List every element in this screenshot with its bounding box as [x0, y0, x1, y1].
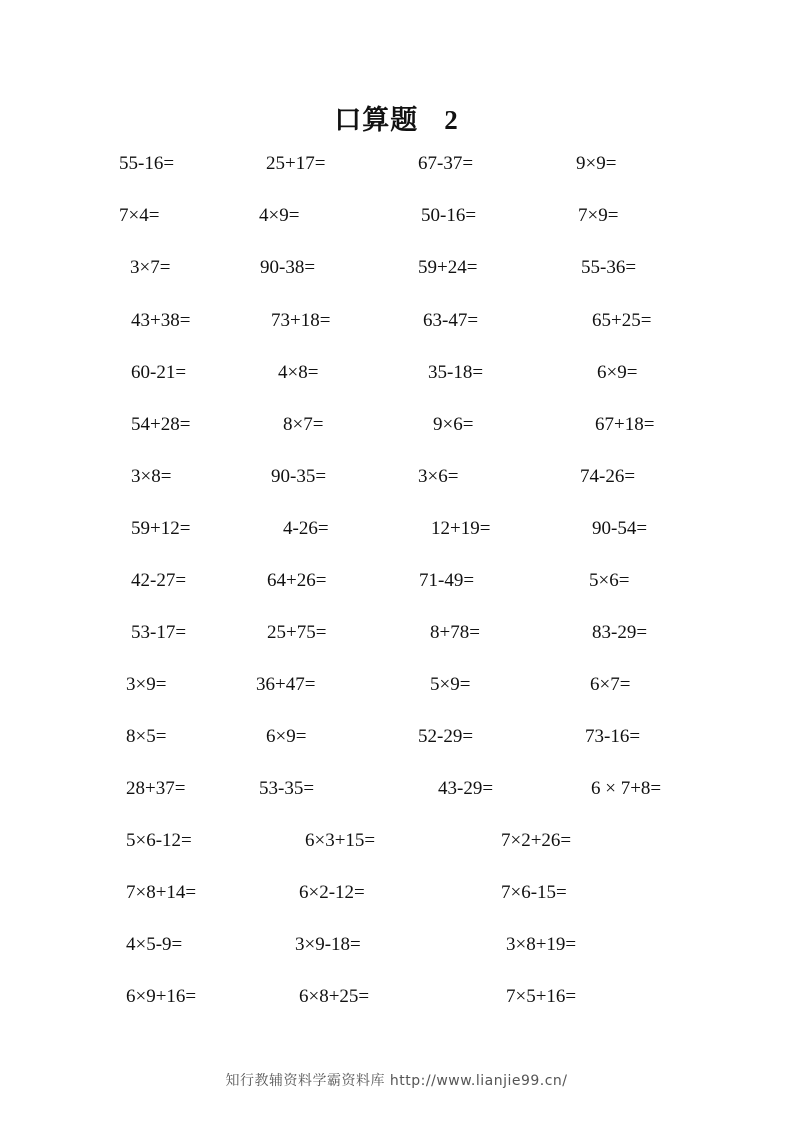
problem-item: 3×6=: [418, 466, 459, 487]
problem-item: 6×2-12=: [299, 882, 365, 903]
problem-item: 53-17=: [131, 622, 187, 643]
problem-item: 5×6-12=: [126, 830, 192, 851]
problem-item: 54+28=: [131, 414, 191, 435]
problem-item: 67-37=: [418, 153, 474, 174]
problem-item: 35-18=: [428, 362, 484, 383]
problem-item: 71-49=: [419, 570, 475, 591]
problem-item: 50-16=: [421, 205, 477, 226]
problem-item: 9×6=: [433, 414, 474, 435]
problem-item: 9×9=: [576, 153, 617, 174]
problem-item: 74-26=: [580, 466, 636, 487]
problem-item: 7×6-15=: [501, 882, 567, 903]
problem-item: 6×8+25=: [299, 986, 370, 1007]
problem-item: 90-38=: [260, 257, 316, 278]
problem-item: 83-29=: [592, 622, 648, 643]
problem-item: 90-54=: [592, 518, 648, 539]
problem-item: 6×7=: [590, 674, 631, 695]
problem-item: 25+17=: [266, 153, 326, 174]
problem-item: 43-29=: [438, 778, 494, 799]
title-text: 口算题: [334, 105, 419, 135]
footer-watermark: 知行教辅资料学霸资料库 http://www.lianjie99.cn/: [225, 1073, 568, 1089]
problem-item: 67+18=: [595, 414, 655, 435]
problem-item: 25+75=: [267, 622, 327, 643]
page-title: [0, 98, 793, 137]
problem-item: 52-29=: [418, 726, 474, 747]
problem-item: 4×9=: [259, 205, 300, 226]
problem-item: 6×3+15=: [305, 830, 376, 851]
problem-item: 42-27=: [131, 570, 187, 591]
problem-item: 65+25=: [592, 310, 652, 331]
problem-item: 4×5-9=: [126, 934, 183, 955]
problem-item: 4×8=: [278, 362, 319, 383]
problem-item: 6×9=: [597, 362, 638, 383]
problem-item: 90-35=: [271, 466, 327, 487]
problem-item: 43+38=: [131, 310, 191, 331]
problem-item: 64+26=: [267, 570, 327, 591]
problem-item: 55-36=: [581, 257, 637, 278]
problem-item: 7×8+14=: [126, 882, 197, 903]
problem-item: 36+47=: [256, 674, 316, 695]
problem-item: 7×5+16=: [506, 986, 577, 1007]
problem-item: 3×9-18=: [295, 934, 361, 955]
problem-item: 8×5=: [126, 726, 167, 747]
problem-item: 6 × 7+8=: [591, 778, 662, 799]
problem-item: 73+18=: [271, 310, 331, 331]
problem-item: 59+12=: [131, 518, 191, 539]
problem-item: 63-47=: [423, 310, 479, 331]
problem-item: 5×9=: [430, 674, 471, 695]
problem-item: 28+37=: [126, 778, 186, 799]
problem-item: 73-16=: [585, 726, 641, 747]
problem-item: 8×7=: [283, 414, 324, 435]
problem-item: 6×9+16=: [126, 986, 197, 1007]
problem-item: 3×9=: [126, 674, 167, 695]
problem-item: 6×9=: [266, 726, 307, 747]
problem-item: 5×6=: [589, 570, 630, 591]
problem-item: 3×7=: [130, 257, 171, 278]
title-number: 2: [444, 105, 459, 135]
problem-item: 60-21=: [131, 362, 187, 383]
problem-item: 4-26=: [283, 518, 329, 539]
problem-item: 55-16=: [119, 153, 175, 174]
problem-item: 7×9=: [578, 205, 619, 226]
problem-item: 3×8+19=: [506, 934, 577, 955]
problem-item: 7×4=: [119, 205, 160, 226]
problem-item: 53-35=: [259, 778, 315, 799]
problem-item: 3×8=: [131, 466, 172, 487]
problem-item: 12+19=: [431, 518, 491, 539]
problem-item: 7×2+26=: [501, 830, 572, 851]
problem-item: 59+24=: [418, 257, 478, 278]
problem-item: 8+78=: [430, 622, 480, 643]
